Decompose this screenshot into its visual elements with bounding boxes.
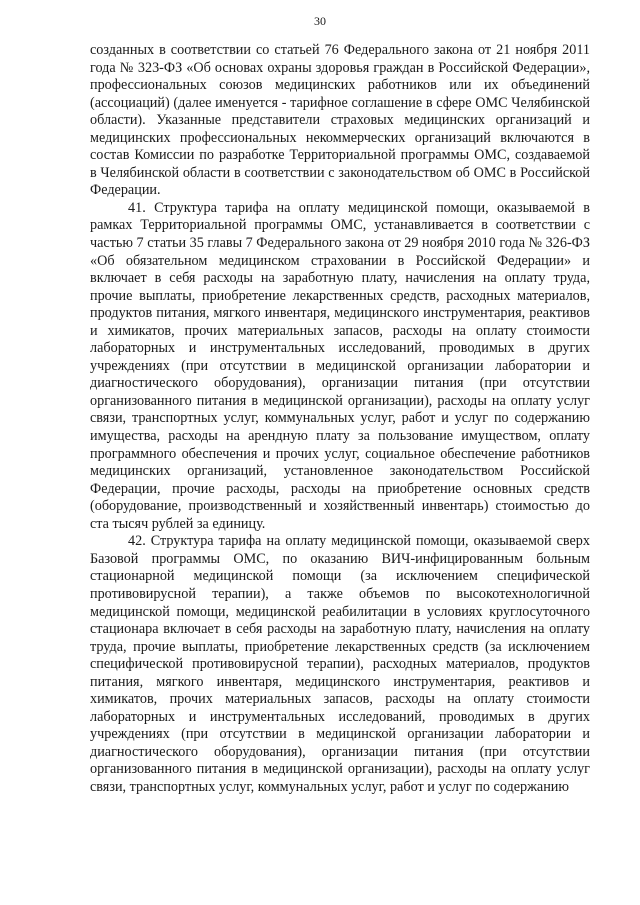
- paragraph-41: 41. Структура тарифа на оплату медицинской помощи, оказываемой в рамках Территориальной программы ОМС, устанавливается в соответствии с частью 7 статьи 35 главы 7 Федерального закона от 29 ноября 2010 года № 326-ФЗ «Об обязательном медицинском страховании в Российской Федерации» и включает в себя расходы на заработную плату, начисления на оплату труда, прочие выплаты, приобретение лекарственных средств, расходных материалов, продуктов питания, мягкого инвентаря, медицинского инструментария, реактивов и химикатов, прочих материальных запасов, расходы на оплату стоимости лабораторных и инструментальных исследований, проводимых в других учреждениях (при отсутствии в медицинской организации лаборатории и диагностического оборудования), организации питания (при отсутствии организованного питания в медицинской организации), расходы на оплату услуг связи, транспортных услуг, коммунальных услуг, работ и услуг по содержанию имущества, расходы на арендную плату за пользование имуществом, оплату программного обеспечения и прочих услуг, социальное обеспечение работников медицинских организаций, установленное законодательством Российской Федерации, прочие расходы, расходы на приобретение основных средств (оборудование, производственный и хозяйственный инвентарь) стоимостью до ста тысяч рублей за единицу.: [90, 199, 590, 532]
- page-number: 30: [314, 14, 326, 28]
- paragraph-continuation: созданных в соответствии со статьей 76 Федерального закона от 21 ноября 2011 года № 323-ФЗ «Об основах охраны здоровья граждан в Российской Федерации», профессиональных союзов медицинских работников или их объединений (ассоциаций) (далее именуется - тарифное соглашение в сфере ОМС Челябинской области). Указанные представители страховых медицинских организаций и медицинских профессиональных некоммерческих организаций включаются в состав Комиссии по разработке Территориальной программы ОМС, создаваемой в Челябинской области в соответствии с законодательством об ОМС в Российской Федерации.: [90, 42, 590, 199]
- document-body: [90, 42, 590, 797]
- paragraph-42: 42. Структура тарифа на оплату медицинской помощи, оказываемой сверх Базовой программы ОМС, по оказанию ВИЧ-инфицированным больным стационарной медицинской помощи (за исключением специфической противовирусной терапии), а также объемов по высокотехнологичной медицинской помощи, медицинской реабилитации в условиях круглосуточного стационара включает в себя расходы на заработную плату, начисления на оплату труда, прочие выплаты, приобретение лекарственных средств (за исключением специфической противовирусной терапии), расходных материалов, продуктов питания, мягкого инвентаря, медицинского инструментария, реактивов и химикатов, прочих материальных запасов, расходы на оплату стоимости лабораторных и инструментальных исследований, проводимых в других учреждениях (при отсутствии в медицинской организации лаборатории и диагностического оборудования), организации питания (при отсутствии организованного питания в медицинской организации), расходы на оплату услуг связи, транспортных услуг, коммунальных услуг, работ и услуг по содержанию: [90, 533, 590, 795]
